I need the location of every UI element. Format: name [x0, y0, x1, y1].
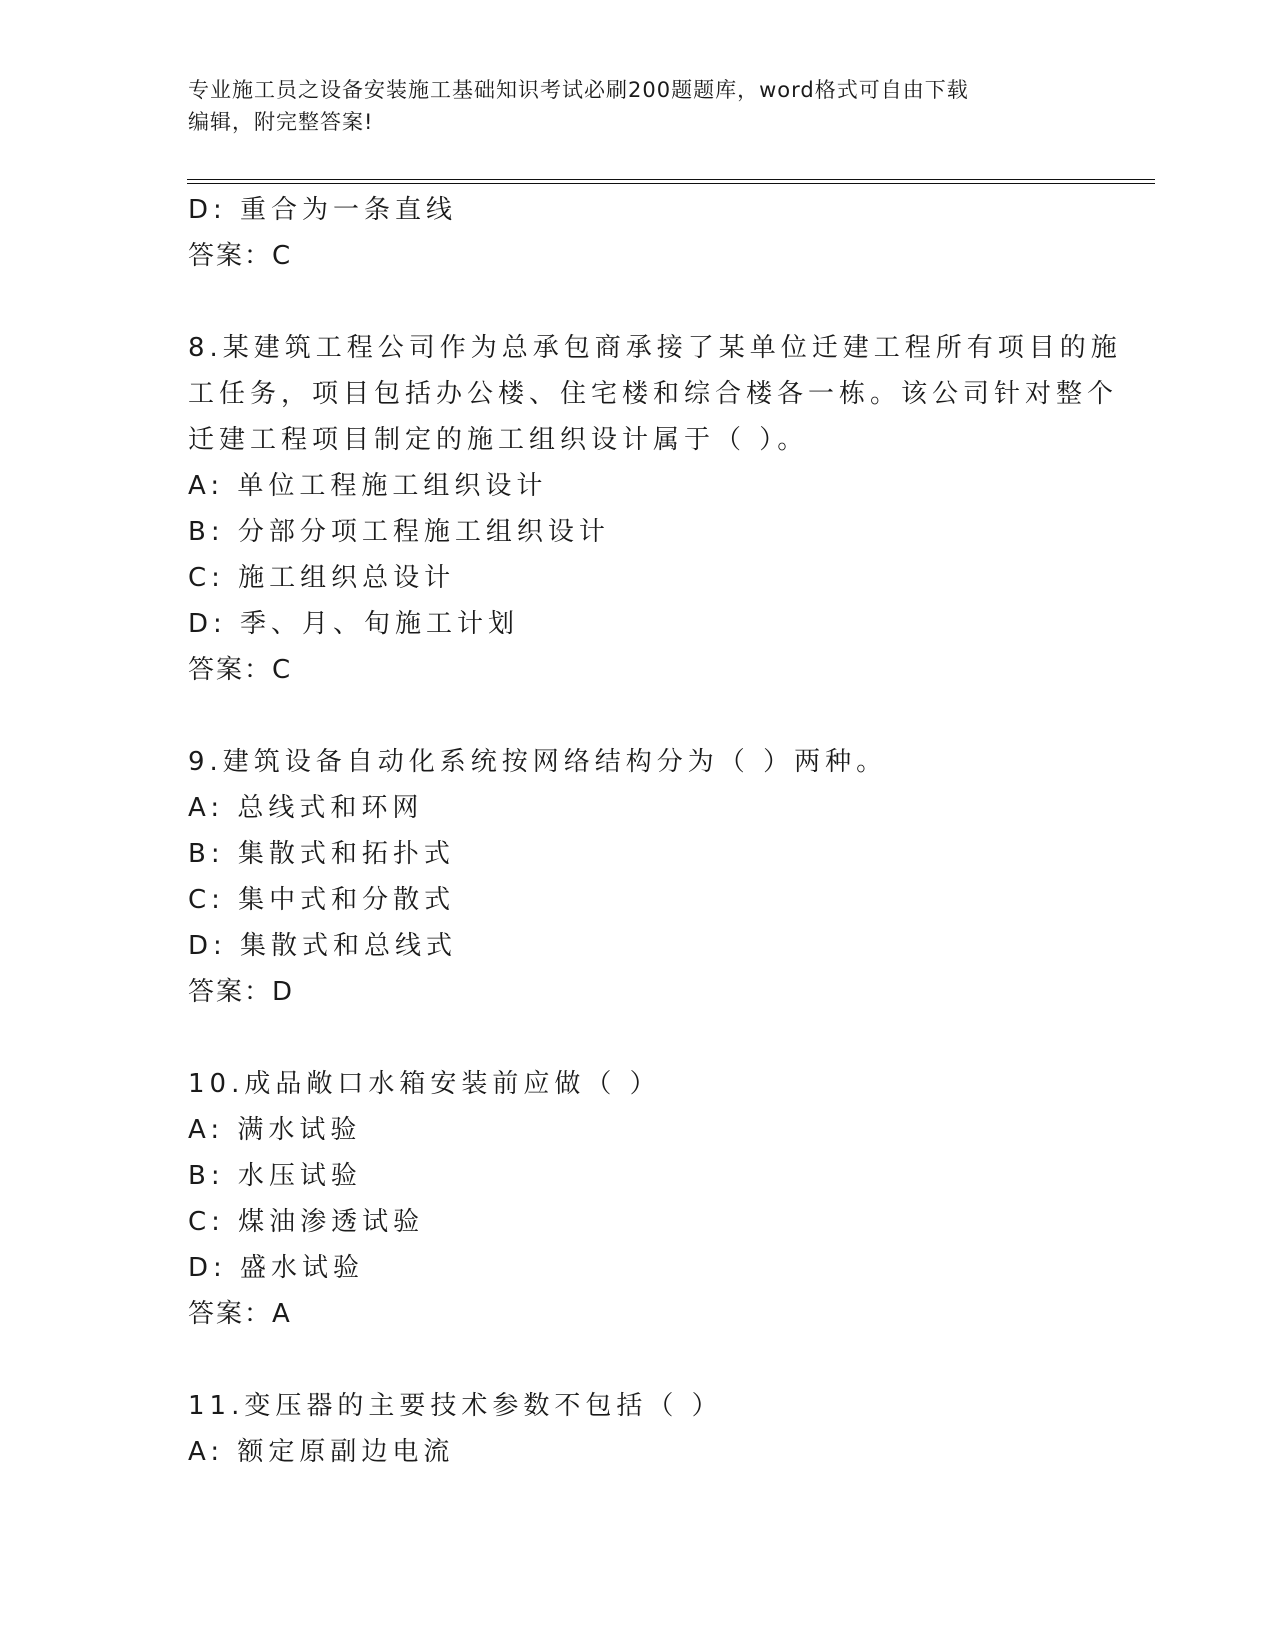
option-b: B: 分部分项工程施工组织设计	[188, 517, 610, 547]
option-c: C: 施工组织总设计	[188, 563, 456, 593]
header-title-line-2: 编辑，附完整答案!	[188, 110, 374, 134]
header-rule-bottom	[187, 183, 1155, 184]
question-8	[188, 325, 1122, 693]
option-c: C: 集中式和分散式	[188, 885, 456, 915]
answer-line: 答案：C	[188, 655, 293, 685]
option-b: B: 集散式和拓扑式	[188, 839, 455, 869]
option-a: A: 单位工程施工组织设计	[188, 471, 548, 501]
answer-line: 答案：D	[188, 977, 295, 1007]
option-a: A: 满水试验	[188, 1115, 362, 1145]
question-stem-line: 工任务，项目包括办公楼、住宅楼和综合楼各一栋。该公司针对整个	[188, 379, 1119, 409]
spacer	[188, 279, 1088, 325]
question-stem-line: 11.变压器的主要技术参数不包括（ ）	[188, 1391, 723, 1421]
option-b: B: 水压试验	[188, 1161, 362, 1191]
question-stem-line: 8.某建筑工程公司作为总承包商承接了某单位迁建工程所有项目的施	[188, 333, 1122, 363]
document-body	[188, 187, 1122, 1475]
header-title-line-1: 专业施工员之设备安装施工基础知识考试必刷200题题库，word格式可自由下载	[188, 78, 969, 102]
question-10	[188, 1061, 1088, 1337]
option-c: C: 煤油渗透试验	[188, 1207, 425, 1237]
header-rule-top	[187, 179, 1155, 180]
document-header	[188, 74, 1088, 138]
question-stem-line: 迁建工程项目制定的施工组织设计属于（ ）。	[188, 425, 809, 455]
question-9	[188, 739, 1088, 1015]
spacer	[188, 693, 1088, 739]
option-a: A: 总线式和环网	[188, 793, 424, 823]
spacer	[188, 1337, 1088, 1383]
answer-line: 答案：C	[188, 241, 293, 271]
answer-line: 答案：A	[188, 1299, 292, 1329]
option-d: D: 重合为一条直线	[188, 195, 458, 225]
option-d: D: 盛水试验	[188, 1253, 365, 1283]
option-a: A: 额定原副边电流	[188, 1437, 455, 1467]
question-stem-line: 10.成品敞口水箱安装前应做（ ）	[188, 1069, 661, 1099]
question-11	[188, 1383, 1088, 1475]
option-d: D: 季、月、旬施工计划	[188, 609, 520, 639]
spacer	[188, 1015, 1088, 1061]
question-stem-line: 9.建筑设备自动化系统按网络结构分为（ ）两种。	[188, 747, 888, 777]
option-d: D: 集散式和总线式	[188, 931, 458, 961]
